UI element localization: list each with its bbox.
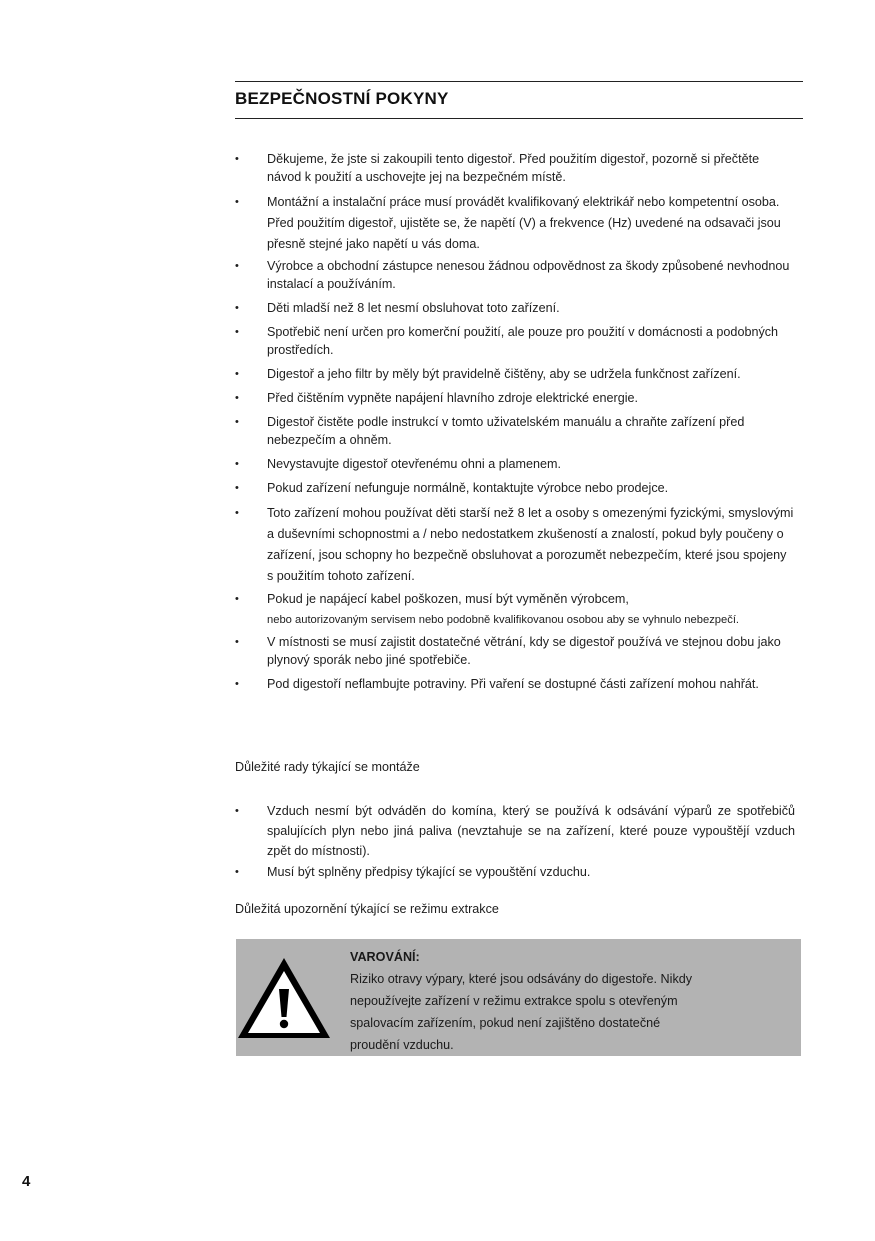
- safety-item: • V místnosti se musí zajistit dostatečné větrání, kdy se digestoř používá ve stejnou dobu jako plynový sporák nebo jiné spotřebiče.: [235, 633, 795, 669]
- page-number: 4: [22, 1173, 31, 1190]
- page-title: BEZPEČNOSTNÍ POKYNY: [235, 89, 449, 108]
- safety-item: [235, 589, 795, 631]
- warning-title: VAROVÁNÍ:: [350, 950, 420, 964]
- install-list: [235, 801, 795, 887]
- warning-line: proudění vzduchu.: [350, 1038, 454, 1052]
- warning-triangle-icon: [236, 955, 332, 1041]
- safety-list: [235, 150, 795, 699]
- warning-box: [236, 939, 801, 1056]
- top-rule: [235, 81, 803, 82]
- install-item: • Musí být splněny předpisy týkající se vypouštění vzduchu.: [235, 863, 795, 881]
- safety-item: • Děkujeme, že jste si zakoupili tento digestoř. Před použitím digestoř, pozorně si přečtěte návod k použití a uschovejte jej na bezpečném místě.: [235, 150, 795, 186]
- safety-item: • Spotřebič není určen pro komerční použití, ale pouze pro použití v domácnosti a podobných prostředích.: [235, 323, 795, 359]
- safety-item: • Digestoř a jeho filtr by měly být pravidelně čištěny, aby se udržela funkčnost zařízení.: [235, 365, 795, 383]
- safety-item: • Toto zařízení mohou používat děti starší než 8 let a osoby s omezenými fyzickými, smyslovými a duševními schopnostmi a / nebo nedostatkem zkušeností a znalostí, pokud byly poučeny o zařízení, jsou schopny ho bezpečně obsluhovat a porozumět nebezpečím, které jsou spojeny s použitím tohoto zařízení.: [235, 503, 795, 587]
- warning-text: [350, 946, 790, 1056]
- safety-item: • Digestoř čistěte podle instrukcí v tomto uživatelském manuálu a chraňte zařízení před nebezpečím a ohněm.: [235, 413, 795, 449]
- safety-item: • Před čištěním vypněte napájení hlavního zdroje elektrické energie.: [235, 389, 795, 407]
- extraction-heading: Důležitá upozornění týkající se režimu extrakce: [235, 902, 499, 916]
- safety-item: • Montážní a instalační práce musí provádět kvalifikovaný elektrikář nebo kompetentní osoba. Před použitím digestoř, ujistěte se, že napětí (V) a frekvence (Hz) uvedené na odsavači jsou přesně stejné jako napětí u vás doma.: [235, 192, 795, 255]
- warning-line: spalovacím zařízením, pokud není zajištěno dostatečné: [350, 1016, 661, 1030]
- title-underline: [235, 118, 803, 119]
- safety-item: • Pod digestoří neflambujte potraviny. Při vaření se dostupné části zařízení mohou nahřát.: [235, 675, 795, 693]
- cable-warning-line: • Pokud je napájecí kabel poškozen, musí být vyměněn výrobcem,: [267, 592, 629, 606]
- safety-item: • Výrobce a obchodní zástupce nenesou žádnou odpovědnost za škody způsobené nevhodnou instalací a používáním.: [235, 257, 795, 293]
- warning-line: nepoužívejte zařízení v režimu extrakce spolu s otevřeným: [350, 994, 678, 1008]
- install-item: • Vzduch nesmí být odváděn do komína, který se používá k odsávání výparů ze spotřebičů spalujících plyn nebo jiná paliva (nevztahuje se na zařízení, které pouze vypouštějí vzduch zpět do místnosti).: [235, 801, 795, 861]
- warning-line: Riziko otravy výpary, které jsou odsávány do digestoře. Nikdy: [350, 972, 693, 986]
- safety-item: • Děti mladší než 8 let nesmí obsluhovat toto zařízení.: [235, 299, 795, 317]
- cable-warning-continuation: nebo autorizovaným servisem nebo podobně kvalifikovanou osobou aby se vyhnulo nebezpečí.: [267, 614, 740, 626]
- safety-item: • Pokud zařízení nefunguje normálně, kontaktujte výrobce nebo prodejce.: [235, 479, 795, 497]
- safety-item: • Nevystavujte digestoř otevřenému ohni a plamenem.: [235, 455, 795, 473]
- install-heading: Důležité rady týkající se montáže: [235, 760, 420, 774]
